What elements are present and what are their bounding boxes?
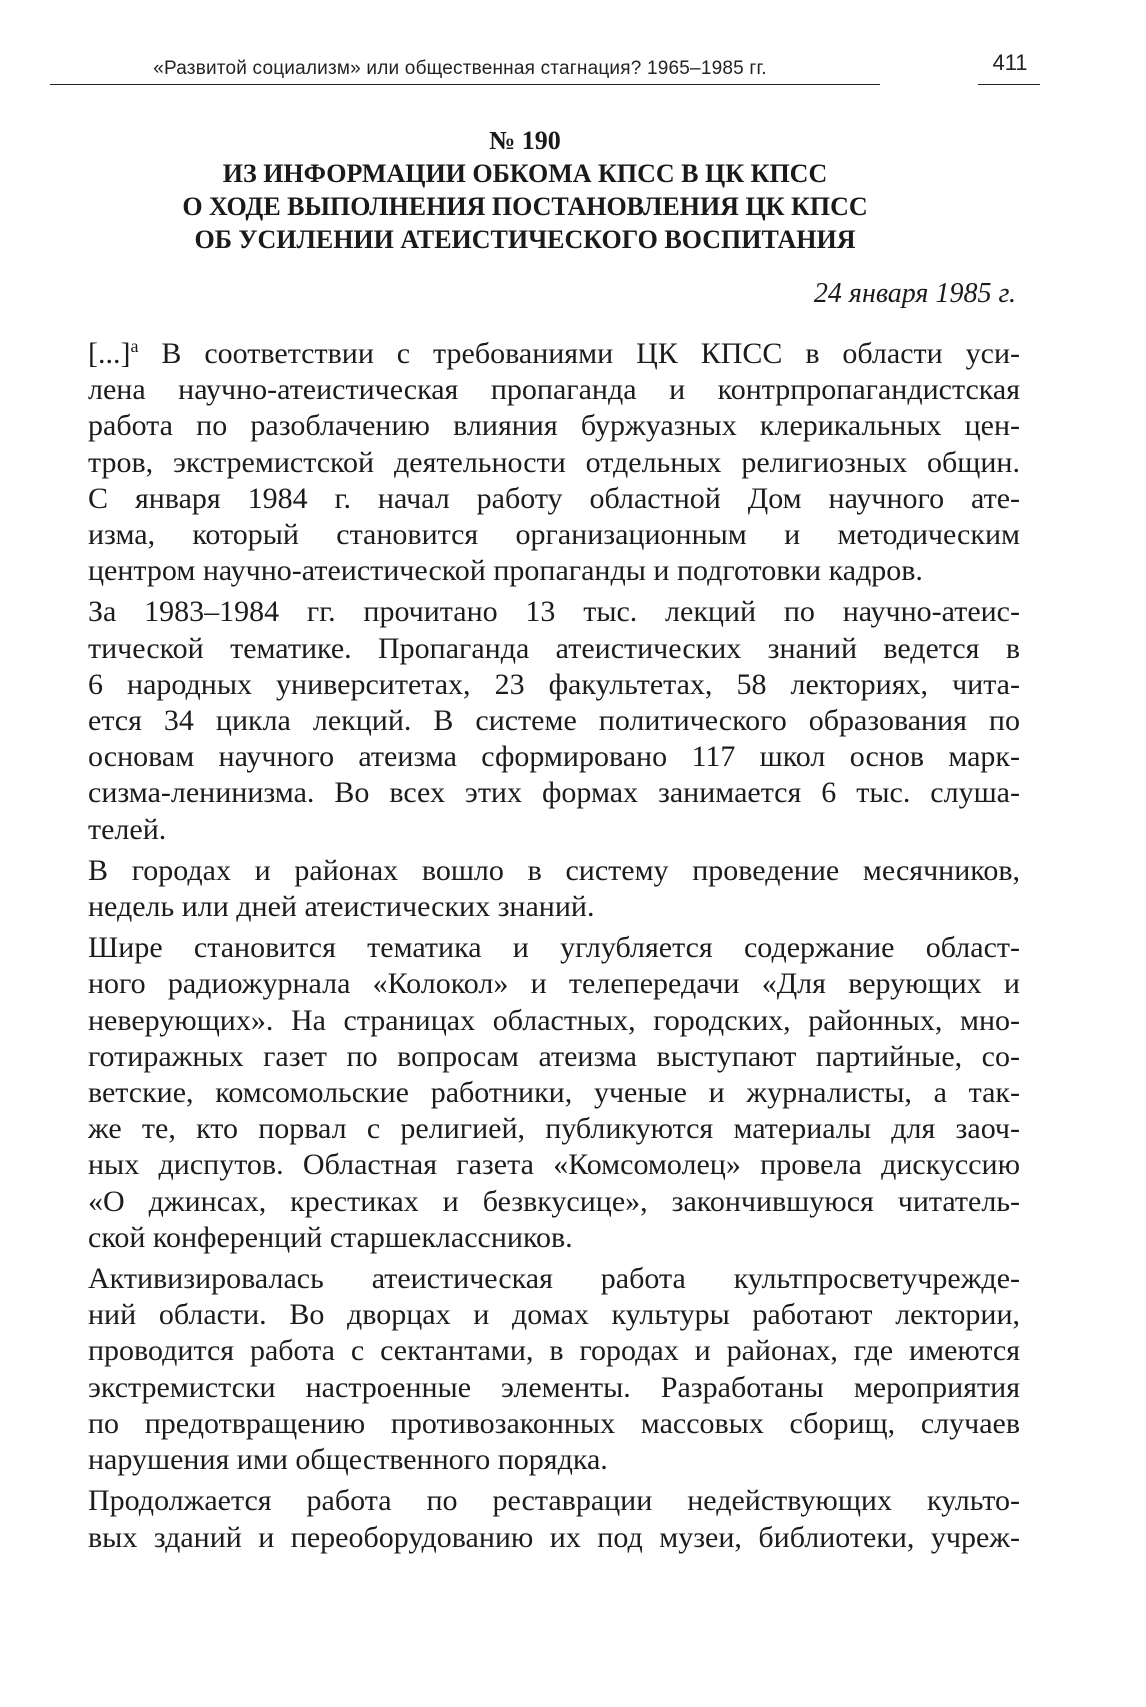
document-body [52, 336, 1020, 1561]
document-title-block [60, 124, 990, 256]
text-line: Продолжается работа по реставрации недействующих культо- [88, 1484, 1020, 1518]
text-line: недель или дней атеистических знаний. [88, 890, 595, 924]
document-date: 24 января 1985 г. [813, 278, 1016, 309]
text-line: ется 34 цикла лекций. В системе политического образования по [88, 704, 1020, 738]
text-line: С января 1984 г. начал работу областной Дом научного ате- [88, 481, 1020, 515]
text-line: Активизировалась атеистическая работа культпросветучрежде- [88, 1262, 1020, 1296]
text-line: ных диспутов. Областная газета «Комсомолец» провела дискуссию [88, 1148, 1020, 1182]
text-line: неверующих». На страницах областных, городских, районных, мно- [88, 1003, 1020, 1037]
header-rule [50, 84, 880, 85]
text-line: проводится работа с сектантами, в городах и районах, где имеются [88, 1334, 1020, 1368]
paragraph [52, 930, 1020, 1256]
text-line-content: В соответствии с требованиями ЦК КПСС в области уси- [138, 337, 1020, 370]
page-number: 411 [992, 50, 1028, 75]
text-line: тической тематике. Пропаганда атеистических знаний ведется в [88, 631, 1020, 665]
footnote-marker: а [130, 336, 139, 356]
text-line: Шире становится тематика и углубляется содержание област- [88, 931, 1020, 965]
text-line: сизма-ленинизма. Во всех этих формах занимается 6 тыс. слуша- [88, 776, 1020, 810]
paragraph [52, 594, 1020, 847]
running-title: «Развитой социализм» или общественная стагнация? 1965–1985 гг. [153, 58, 767, 79]
text-line: За 1983–1984 гг. прочитано 13 тыс. лекций по научно-атеис- [88, 595, 1020, 629]
document-title-line: О ХОДЕ ВЫПОЛНЕНИЯ ПОСТАНОВЛЕНИЯ ЦК КПСС [182, 192, 868, 221]
text-line: тров, экстремистской деятельности отдельных религиозных общин. [88, 445, 1020, 479]
text-line: ской конференций старшеклассников. [88, 1220, 573, 1254]
text-line [52, 336, 1020, 372]
paragraph [52, 1483, 1020, 1555]
omission-mark: [...] [88, 337, 131, 370]
text-line: центром научно-атеистической пропаганды и подготовки кадров. [88, 554, 923, 588]
text-line: готиражных газет по вопросам атеизма выступают партийные, со- [88, 1039, 1020, 1073]
text-line: 6 народных университетах, 23 факультетах, 58 лекториях, чита- [88, 667, 1020, 701]
paragraph [52, 853, 1020, 925]
running-header [50, 48, 1040, 88]
document-title-line: ИЗ ИНФОРМАЦИИ ОБКОМА КПСС В ЦК КПСС [222, 159, 828, 188]
text-line: по предотвращению противозаконных массовых сборищ, случаев [88, 1406, 1020, 1440]
document-title-line: ОБ УСИЛЕНИИ АТЕИСТИЧЕСКОГО ВОСПИТАНИЯ [194, 225, 856, 254]
text-line: лена научно-атеистическая пропаганда и контрпропагандистская [88, 373, 1020, 407]
text-line: нарушения ими общественного порядка. [88, 1443, 608, 1477]
text-line: работа по разоблачению влияния буржуазных клерикальных цен- [88, 409, 1020, 443]
text-line: вых зданий и переоборудованию их под музеи, библиотеки, учреж- [88, 1520, 1020, 1554]
text-line: ний области. Во дворцах и домах культуры работают лектории, [88, 1298, 1020, 1332]
text-line: же те, кто порвал с религией, публикуются материалы для заоч- [88, 1112, 1020, 1146]
paragraph [52, 1261, 1020, 1478]
text-line: телей. [88, 812, 167, 846]
text-line: основам научного атеизма сформировано 117 школ основ марк- [88, 740, 1020, 774]
document-number: № 190 [489, 126, 561, 155]
text-line: изма, который становится организационным и методическим [88, 518, 1020, 552]
text-line: ветские, комсомольские работники, ученые и журналисты, а так- [88, 1076, 1020, 1110]
text-line: экстремистски настроенные элементы. Разработаны мероприятия [88, 1370, 1020, 1404]
paragraph [52, 336, 1020, 589]
text-line: В городах и районах вошло в систему проведение месячников, [88, 853, 1020, 887]
text-line: ного радиожурнала «Колокол» и телепередачи «Для верующих и [88, 967, 1020, 1001]
page-number-rule [978, 84, 1040, 85]
text-line: «О джинсах, крестиках и безвкусице», закончившуюся читатель- [88, 1184, 1020, 1218]
